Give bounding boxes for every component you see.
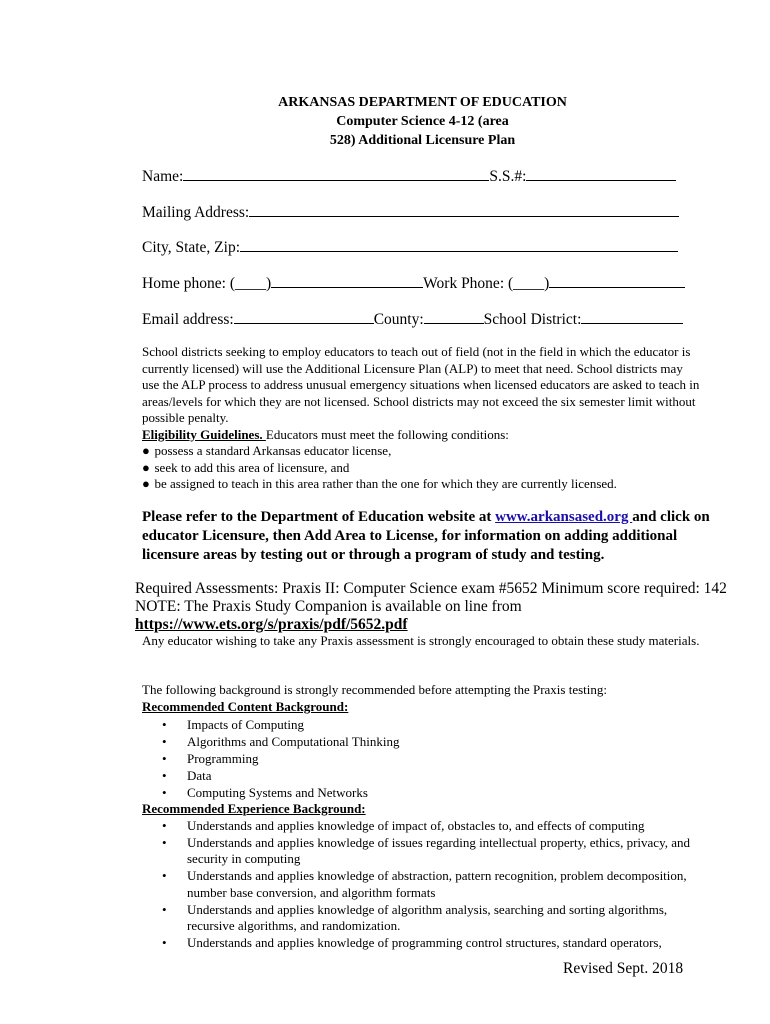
condition-item: ● be assigned to teach in this area rather than the one for which they are currently licensed. <box>142 476 617 491</box>
list-item: • Algorithms and Computational Thinking <box>162 734 400 749</box>
condition-item: ● seek to add this area of licensure, and <box>142 459 350 475</box>
list-item: • Programming <box>162 751 259 766</box>
revised-date: Revised Sept. 2018 <box>563 960 684 977</box>
phone-row <box>142 273 685 293</box>
content-heading: Recommended Content Background: <box>142 699 349 714</box>
bullet-icon: ● <box>142 459 150 475</box>
mailing-label: Mailing Address: <box>142 204 250 221</box>
eligibility-heading: Eligibility Guidelines. <box>142 426 266 442</box>
bullet-icon: • <box>162 768 167 783</box>
list-item: • Understands and applies knowledge of programming control structures, standard operators, <box>162 934 662 950</box>
county-field[interactable] <box>424 309 484 324</box>
city-label: City, State, Zip: <box>142 239 241 256</box>
intro-section <box>142 344 702 493</box>
mailing-field[interactable] <box>249 202 679 217</box>
condition-item: ● possess a standard Arkansas educator license, <box>142 443 392 458</box>
city-field[interactable] <box>240 237 678 252</box>
list-item: • Data <box>162 768 212 783</box>
experience-heading: Recommended Experience Background: <box>142 801 366 816</box>
encourage-text: Any educator wishing to take any Praxis assessment is strongly encouraged to obtain these study materials. <box>142 633 700 648</box>
background-intro: The following background is strongly recommended before attempting the Praxis testing: <box>142 682 608 697</box>
content-list <box>162 716 399 801</box>
ss-label: S.S.#: <box>489 168 527 185</box>
city-row <box>142 237 678 257</box>
email-row <box>142 309 683 329</box>
document-subtitle-2: 528) Additional Licensure Plan <box>329 133 516 148</box>
praxis-note: NOTE: The Praxis Study Companion is available on line from <box>135 598 522 615</box>
bullet-icon: • <box>162 934 167 950</box>
email-label: Email address: <box>142 311 234 328</box>
list-item: • Understands and applies knowledge of impact of, obstacles to, and effects of computing <box>162 818 645 833</box>
bullet-icon: • <box>162 901 167 917</box>
list-item: • Understands and applies knowledge of abstraction, pattern recognition, problem decomposition, number base conversion, and algorithm formats <box>162 868 687 900</box>
email-field[interactable] <box>234 309 374 324</box>
district-label: School District: <box>483 311 582 328</box>
document-subtitle-1: Computer Science 4-12 (area <box>336 114 509 129</box>
experience-list <box>162 818 707 952</box>
eligibility-text: Educators must meet the following conditions: <box>265 426 509 442</box>
ss-field[interactable] <box>526 166 676 181</box>
eligibility-line <box>142 427 702 444</box>
name-field[interactable] <box>183 166 489 181</box>
county-label: County: <box>373 311 424 328</box>
praxis-pdf-link[interactable]: https://www.ets.org/s/praxis/pdf/5652.pdf <box>135 616 408 633</box>
list-item: • Computing Systems and Networks <box>162 785 368 800</box>
bullet-icon: • <box>162 818 167 833</box>
bullet-icon: • <box>162 785 167 800</box>
work-phone-field[interactable] <box>549 273 685 288</box>
document-title: ARKANSAS DEPARTMENT OF EDUCATION <box>278 95 567 110</box>
district-field[interactable] <box>581 309 683 324</box>
name-label: Name: <box>142 168 184 185</box>
home-phone-label: Home phone: (____) <box>142 275 272 292</box>
bullet-icon: ● <box>142 476 150 491</box>
bullet-icon: • <box>162 734 167 749</box>
arkansased-link[interactable]: www.arkansased.org <box>495 509 633 525</box>
home-phone-field[interactable] <box>271 273 423 288</box>
bullet-icon: • <box>162 717 167 732</box>
list-item: • Understands and applies knowledge of issues regarding intellectual property, ethics, privacy, and security in computing <box>162 834 690 867</box>
list-item: • Impacts of Computing <box>162 717 304 732</box>
list-item: • Understands and applies knowledge of algorithm analysis, searching and sorting algorithms, recursive algorithms, and randomization. <box>162 901 668 934</box>
intro-paragraph: School districts seeking to employ educators to teach out of field (not in the field in which the educator is currently licensed) will use the Additional Licensure Plan (ALP) to meet that need. School districts may use the ALP process to address unusual emergency situations when licensed educators are asked to teach in areas/levels for which they are not licensed. School districts may not exceed the six semester limit without possible penalty. <box>142 344 700 425</box>
name-row <box>142 166 676 186</box>
notice-paragraph: Please refer to the Department of Education website at www.arkansased.org and click on educator Licensure, then Add Area to License, for information on adding additional licensure areas by testing out or through a program of study and testing. <box>142 509 710 563</box>
bullet-icon: • <box>162 868 167 884</box>
work-phone-label: Work Phone: (____) <box>423 275 550 292</box>
bullet-icon: ● <box>142 443 150 458</box>
bullet-icon: • <box>162 751 167 766</box>
praxis-link-row <box>135 616 408 634</box>
mailing-row <box>142 202 679 222</box>
required-assessments: Required Assessments: Praxis II: Computer Science exam #5652 Minimum score required: 142 <box>135 580 727 597</box>
bullet-icon: • <box>162 834 167 850</box>
